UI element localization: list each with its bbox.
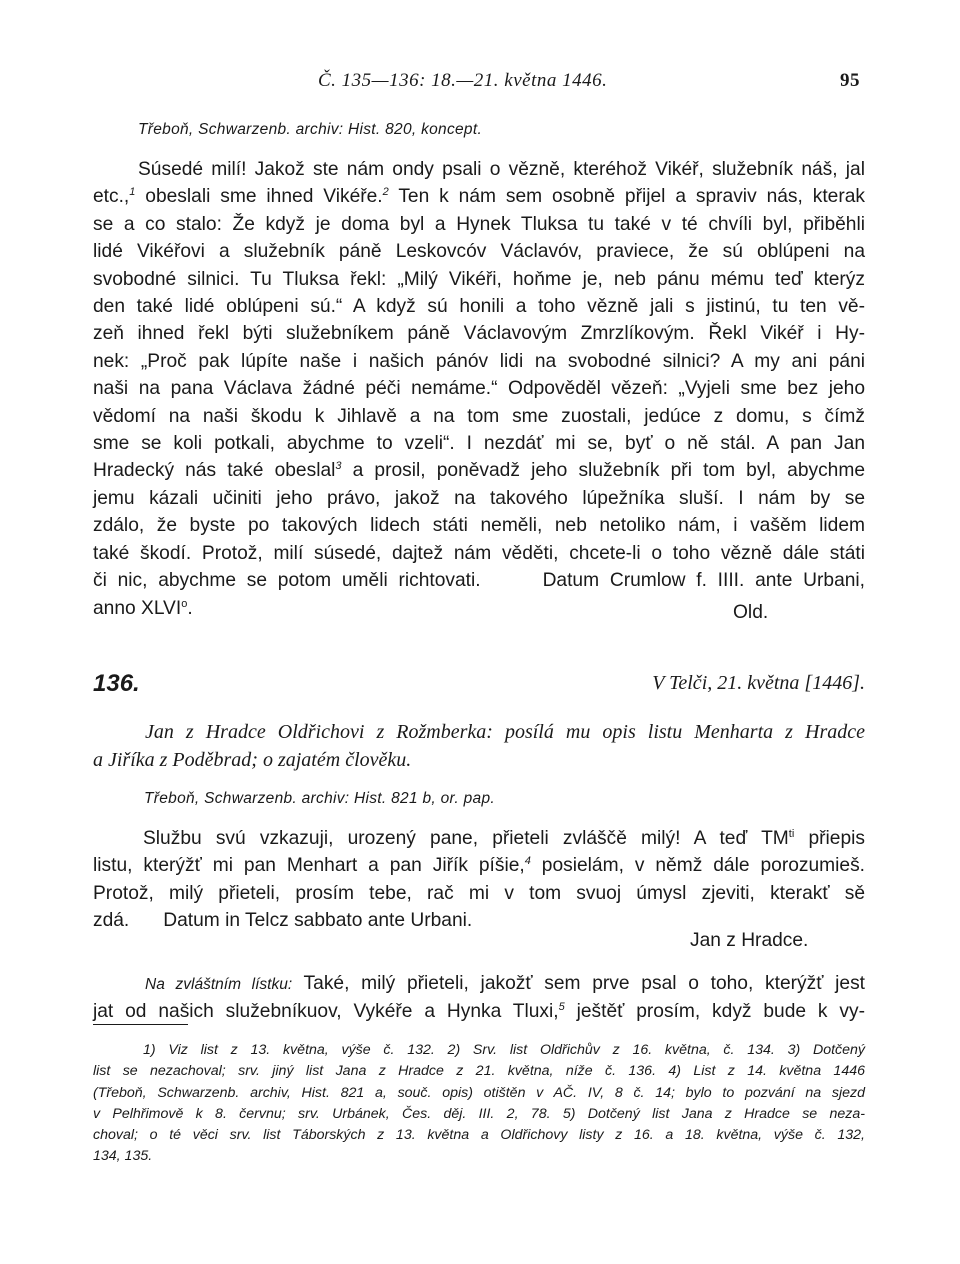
footnote-ref-1: 1 [129,186,136,199]
doc136-line-1-sup: ti [788,828,795,840]
running-title: Č. 135—136: 18.—21. května 1446. [318,70,608,91]
doc135-line-12 [93,457,865,484]
doc135-line-10: vědomí na naši škodu k Jihlavě a na tom sme zuostali, jedúce z domu, s čímž [93,405,865,427]
doc136-line-2 [93,852,865,879]
page-header [0,70,960,100]
doc135-line-2-mid: obeslali sme ihned Vikéře. [135,186,383,208]
doc135-line-4: lidé Vikéřovi a služebník páně Leskovcóv Václavóv, praviece, že sú oblúpeni na [93,241,865,263]
doc136-note [93,970,865,1026]
footnote-ref-5: 5 [558,1001,565,1014]
doc135-line-7: zeň ihned řekl býti služebníkem páně Václavovým Zmrzlíkovým. Řekl Vikéř i Hy- [93,323,865,345]
doc136-date: V Telči, 21. května [1446]. [652,672,865,694]
doc136-line-1-end: přiepis [794,828,865,849]
regest-line-2: a Jiříka z Poděbrad; o zajatém člověku. [93,749,412,771]
footnote-ref-3: 3 [335,460,342,473]
doc135-line-3: se a co stalo: Že když je doma byl a Hynek Tluksa tu také v té chvíli byl, přiběhli [93,213,865,235]
footnotes [93,1040,865,1168]
footnote-line-6: 134, 135. [93,1148,153,1165]
doc136-line-3: Protož, milý přieteli, prosím tebe, rač mi v tom svuoj úmysl zjeviti, kterakť sě [93,882,865,904]
note-line-1-text: Také, milý přieteli, jakožť sem prve psal o toho, kterýžť jest [292,973,865,994]
doc135-line-8: nek: „Proč pak lúpíte naše i našich pánóv lidi na svobodné silnici? A my ani páni [93,350,865,372]
footnote-line-5: choval; o té věci srv. list Táborských z 13. května a Oldřichovy listy z 16. a 18. května, výše č. 132, [93,1127,865,1144]
note-line-2-start: jat od našich služebníkuov, Vykéře a Hynka Tluxi, [93,1001,559,1023]
footnote-divider [93,1024,188,1025]
doc136-source: Třeboň, Schwarzenb. archiv: Hist. 821 b, or. pap. [144,790,495,807]
doc135-anno-sup: o [181,597,188,610]
footnote-line-4: v Pelhřimově k 8. červnu; srv. Urbánek, Čes. děj. III. 2, 78. 5) Dotčený list Jana z Hradce se neza- [93,1105,865,1122]
footnote-line-3: (Třeboň, Schwarzenb. archiv, Hist. 821 a, souč. opis) otištěn v AČ. IV, 8 č. 14; bylo to pozvání na sjezd [93,1084,865,1101]
doc136-body [93,825,865,935]
doc135-body [93,156,865,622]
note-line-1 [93,970,865,998]
doc136-number: 136. [93,670,140,697]
footnote-line-1: 1) Viz list z 13. května, výše č. 132. 2) Srv. list Oldřichův z 16. května, č. 134. 3) Dotčený [143,1042,865,1058]
doc135-line-16-start: či nic, abychme se potom uměli richtovati. [93,570,481,592]
doc135-line-15: také škodí. Protož, milí súsedé, dajtež nám věděti, chcete-li o toho vězně dále státi [93,542,865,564]
doc135-anno: anno XLVI [93,597,182,619]
doc135-line-1: Súsedé milí! Jakož ste nám ondy psali o vězně, kteréhož Vikéř, služebník náš, jal [138,159,865,180]
doc136-line-2-end: posielám, v němž dále porozumieš. [530,855,865,877]
doc135-line-9: naši na pana Václava žádné péči nemáme.“ Odpověděl vězeň: „Vyjeli sme bez jeho [93,378,865,400]
doc135-line-14: zdálo, že byste po takových lidech státi neměli, neb netoliko nám, i vašěm lidem [93,515,865,537]
doc136-signature: Jan z Hradce. [690,930,809,951]
doc136-regest [93,718,865,774]
doc135-line-12-end: a prosil, poněvadž jeho služebník při tom byl, abychme [341,460,866,482]
doc135-anno-end: . [187,597,193,619]
doc135-line-2-start: etc., [93,186,130,208]
note-label: Na zvláštním lístku: [145,976,293,993]
doc135-source: Třeboň, Schwarzenb. archiv: Hist. 820, koncept. [138,121,483,138]
doc135-line-13: jemu kázali učiniti jeho právo, jakož na takového lúpežníka sluší. I nám by se [93,487,865,509]
doc135-signature: Old. [733,602,769,623]
regest-line-1: Jan z Hradce Oldřichovi z Rožmberka: posílá mu opis listu Menharta z Hradce [145,721,865,743]
doc136-line-4-start: zdá. [93,910,130,932]
page-number: 95 [840,70,860,91]
note-line-2 [93,998,865,1025]
doc136-line-1-start: Službu svú vzkazuji, urozený pane, přieteli zvláščě milý! A teď TM [143,828,789,849]
doc136-line-2-start: listu, kterýžť mi pan Menhart a pan Jiřík píšie, [93,855,525,877]
doc135-line-2-end: Ten k nám sem osobně přijel a spraviv nás, kterak [388,186,865,208]
doc135-line-16 [93,567,865,594]
doc136-datum: Datum in Telcz sabbato ante Urbani. [163,910,473,932]
doc135-datum: Datum Crumlow f. IIII. ante Urbani, [542,570,866,592]
footnote-line-2: list se nezachoval; srv. jiný list Jana z Hradce z 21. května, níže č. 136. 4) List z 14. května 1446 [93,1063,865,1080]
doc135-line-2 [93,183,865,210]
doc135-line-12-start: Hradecký nás také obeslal [93,460,336,482]
doc135-line-6: den také lidé oblúpeni sú.“ A když sú honili a toho vězně jali s jistinú, tu ten vě- [93,296,865,318]
doc135-line-11: sme se koli potkali, abychme to vzeli“. I nezdáť mi se, byť o ně stál. A pan Jan [93,433,865,455]
note-line-2-end: ještěť prosím, když bude k vy- [564,1001,865,1023]
doc136-line-1 [93,825,865,852]
footnote-ref-4: 4 [524,855,531,868]
footnote-ref-2: 2 [382,186,389,199]
doc135-line-5: svobodné silnici. Tu Tluksa řekl: „Milý Vikéři, hoňme je, neb pánu mému teď kterýz [93,268,865,290]
